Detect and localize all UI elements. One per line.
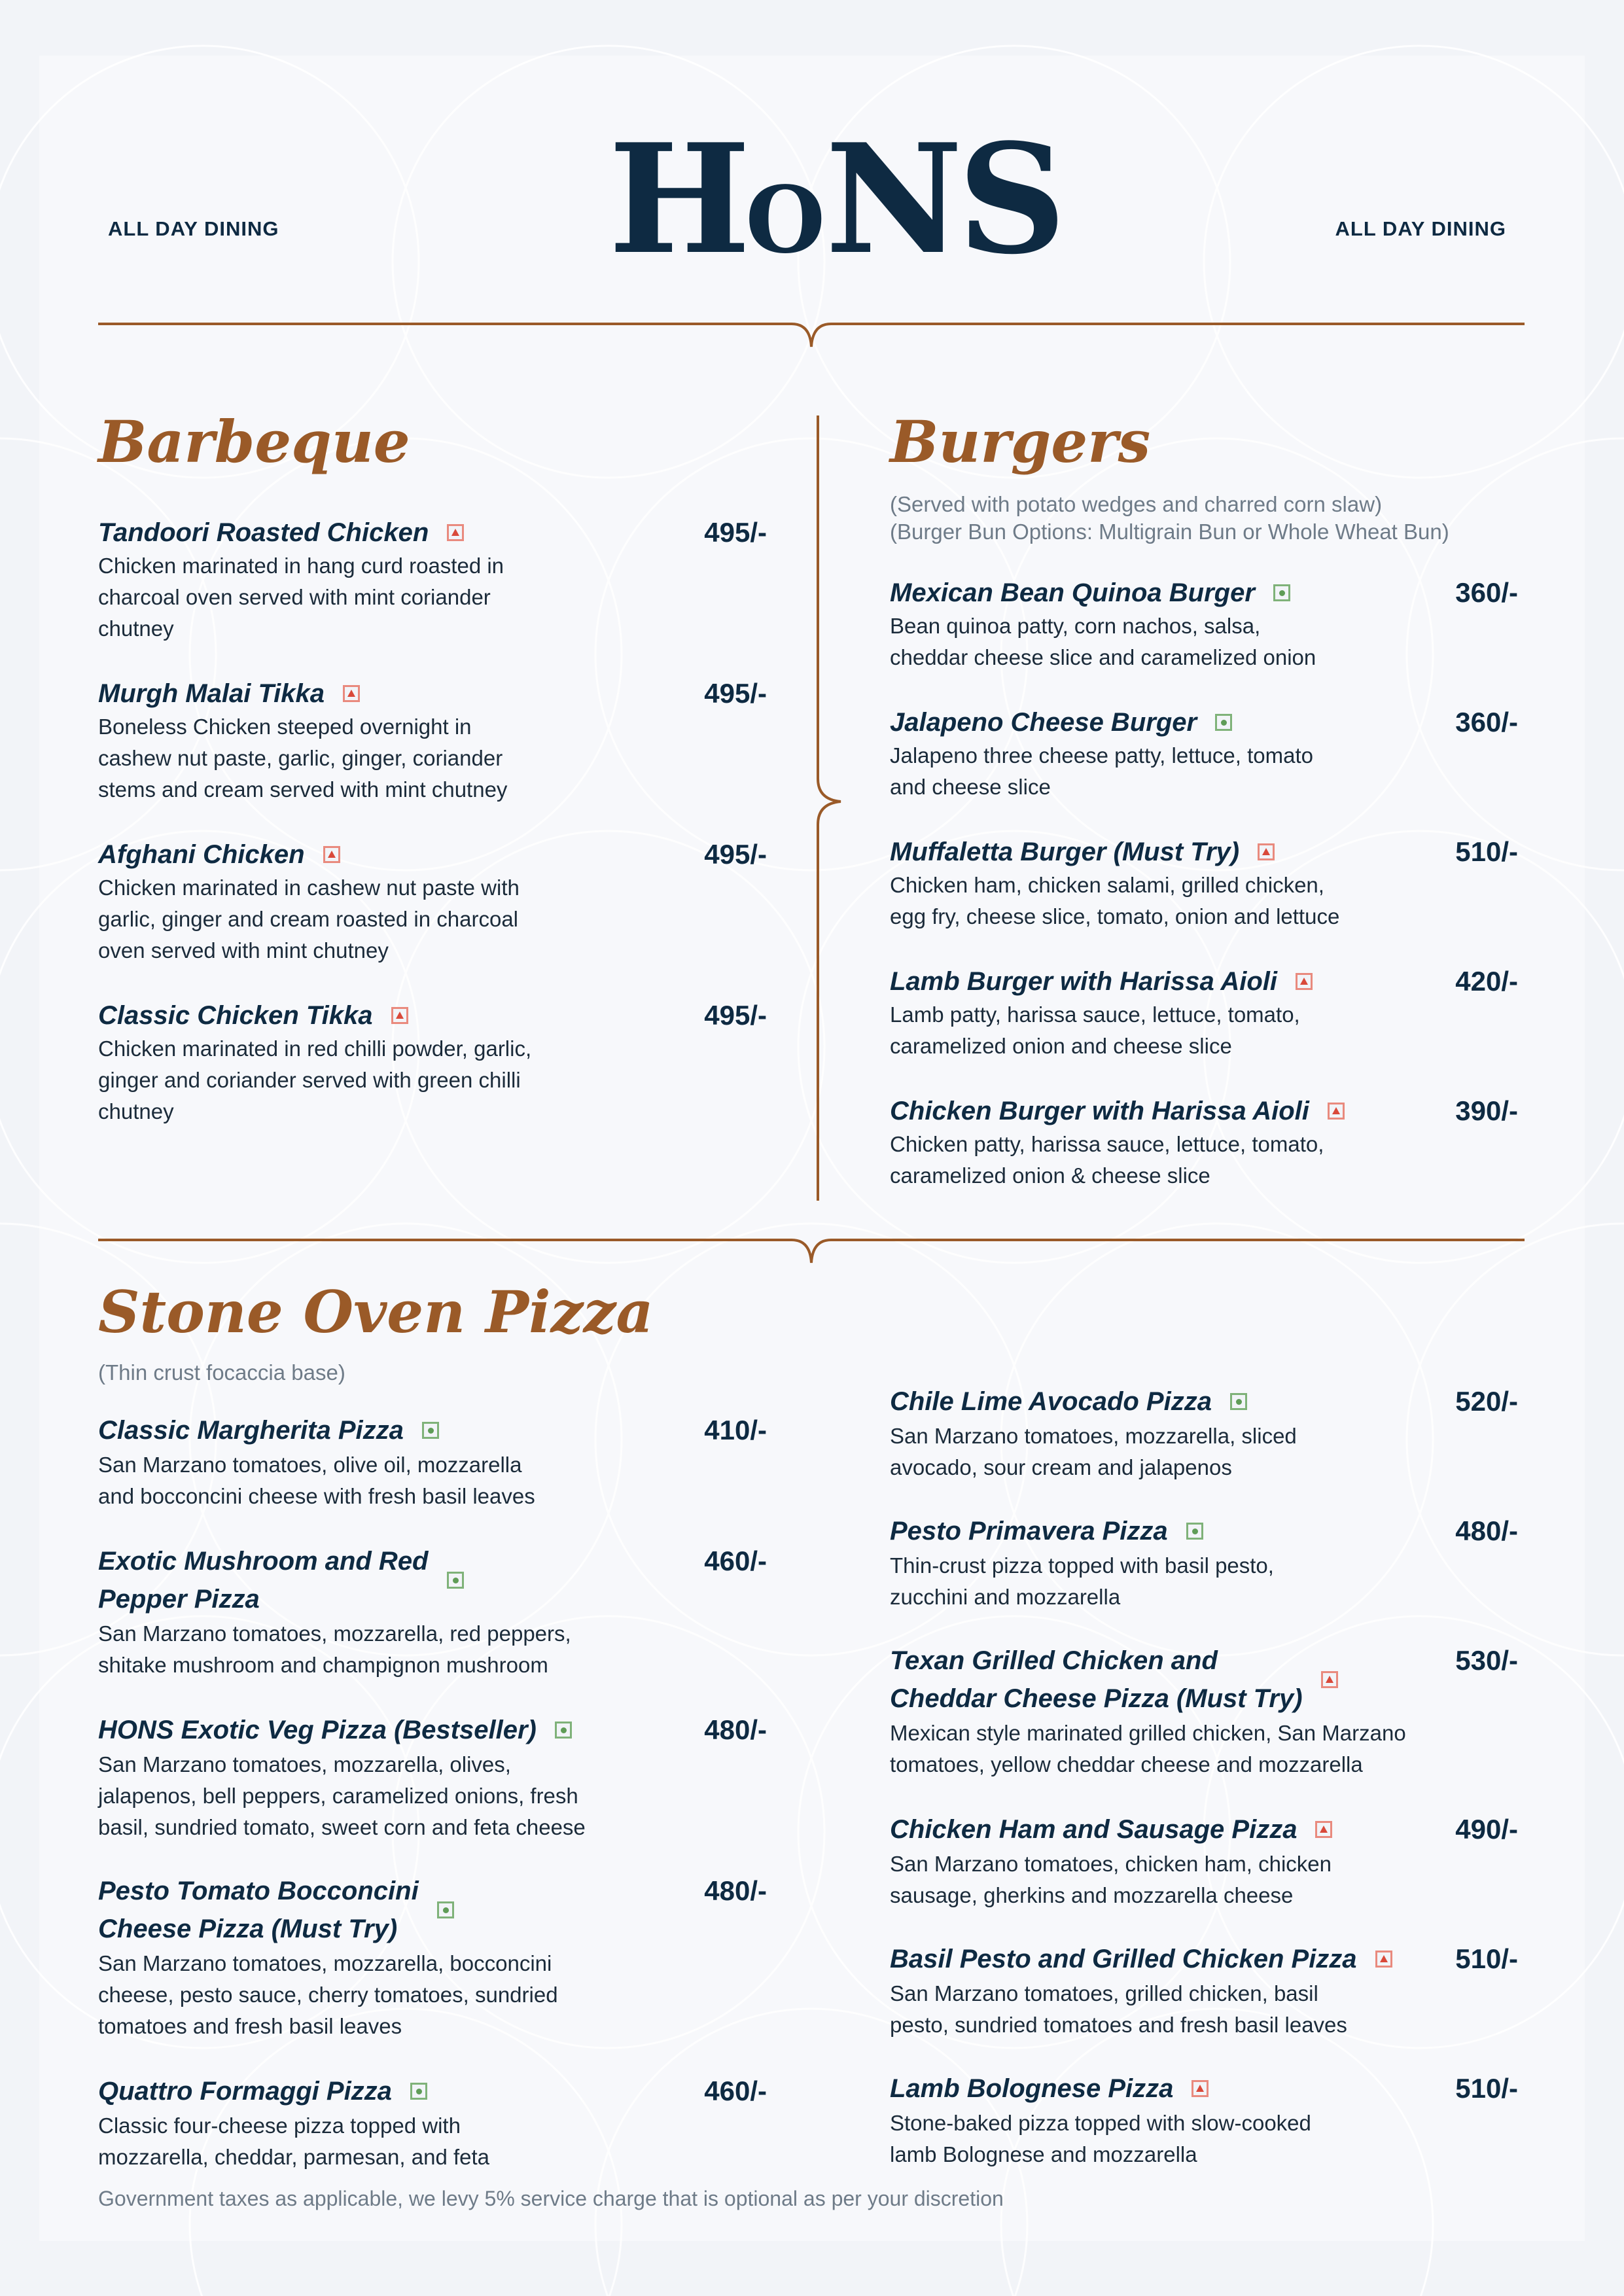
section-title-pizza: Stone Oven Pizza (98, 1278, 654, 1346)
veg-indicator-icon (555, 1722, 572, 1739)
item-name: Lamb Bolognese Pizza (890, 2074, 1174, 2103)
item-price: 420/- (1455, 966, 1518, 997)
item-description: mozzarella, cheddar, parmesan, and feta (98, 2145, 490, 2169)
item-description: garlic, ginger and cream roasted in charcoal (98, 907, 519, 931)
veg-indicator-icon (1273, 584, 1290, 601)
item-description: Lamb patty, harissa sauce, lettuce, tomato, (890, 1002, 1300, 1027)
non-veg-indicator-icon (343, 685, 360, 702)
item-description: San Marzano tomatoes, mozzarella, olives, (98, 1752, 511, 1776)
item-price: 495/- (704, 839, 767, 870)
burgers-note-line: (Served with potato wedges and charred corn slaw) (890, 492, 1383, 516)
non-veg-indicator-icon (1375, 1951, 1392, 1968)
item-name: Murgh Malai Tikka (98, 679, 325, 708)
item-description: pesto, sundried tomatoes and fresh basil leaves (890, 2013, 1347, 2037)
item-name: Jalapeno Cheese Burger (890, 708, 1197, 737)
item-name: Lamb Burger with Harissa Aioli (890, 967, 1277, 996)
section-title-barbeque: Barbeque (98, 408, 410, 476)
item-description: ginger and coriander served with green chilli (98, 1068, 521, 1092)
item-price: 480/- (1455, 1515, 1518, 1546)
item-description: San Marzano tomatoes, olive oil, mozzarella (98, 1453, 522, 1477)
non-veg-indicator-icon (1296, 973, 1313, 990)
item-description: and cheese slice (890, 775, 1051, 799)
item-price: 410/- (704, 1415, 767, 1445)
item-description: caramelized onion and cheese slice (890, 1034, 1232, 1058)
item-description: San Marzano tomatoes, mozzarella, bocconcini (98, 1951, 552, 1975)
veg-indicator-icon (437, 1901, 454, 1918)
item-description: jalapenos, bell peppers, caramelized onions, fresh (98, 1784, 578, 1808)
item-description: San Marzano tomatoes, grilled chicken, basil (890, 1981, 1318, 2005)
item-price: 510/- (1455, 1943, 1518, 1974)
non-veg-indicator-icon (323, 846, 340, 863)
non-veg-indicator-icon (391, 1007, 408, 1024)
item-description: Chicken marinated in red chilli powder, garlic, (98, 1036, 532, 1061)
item-price: 490/- (1455, 1814, 1518, 1845)
item-description: Bean quinoa patty, corn nachos, salsa, (890, 614, 1261, 638)
item-price: 520/- (1455, 1386, 1518, 1417)
item-price: 480/- (704, 1875, 767, 1906)
item-price: 510/- (1455, 2073, 1518, 2104)
item-description: San Marzano tomatoes, mozzarella, red peppers, (98, 1621, 571, 1646)
item-description: tomatoes, yellow cheddar cheese and mozzarella (890, 1752, 1363, 1776)
item-description: charcoal oven served with mint coriander (98, 585, 491, 609)
item-price: 460/- (704, 1545, 767, 1576)
item-name: Afghani Chicken (98, 840, 305, 869)
item-price: 495/- (704, 1000, 767, 1031)
non-veg-indicator-icon (1315, 1821, 1332, 1838)
item-price: 510/- (1455, 836, 1518, 867)
item-description: Chicken patty, harissa sauce, lettuce, tomato, (890, 1132, 1324, 1156)
item-description: chutney (98, 1099, 174, 1123)
item-description: caramelized onion & cheese slice (890, 1163, 1210, 1188)
item-description: stems and cream served with mint chutney (98, 777, 508, 802)
item-description: and bocconcini cheese with fresh basil leaves (98, 1484, 535, 1508)
tagline-right: ALL DAY DINING (1335, 217, 1506, 240)
item-name: Cheddar Cheese Pizza (Must Try) (890, 1684, 1303, 1713)
item-name: Classic Chicken Tikka (98, 1001, 373, 1030)
item-name: Pesto Primavera Pizza (890, 1517, 1168, 1545)
item-description: Mexican style marinated grilled chicken, San Marzano (890, 1721, 1406, 1745)
section-title-burgers: Burgers (890, 408, 1151, 476)
item-description: avocado, sour cream and jalapenos (890, 1455, 1232, 1479)
veg-indicator-icon (447, 1572, 464, 1589)
item-description: cheddar cheese slice and caramelized onion (890, 645, 1316, 669)
item-price: 495/- (704, 517, 767, 548)
item-description: egg fry, cheese slice, tomato, onion and lettuce (890, 904, 1340, 928)
item-description: Chicken marinated in cashew nut paste with (98, 875, 520, 900)
item-description: Classic four-cheese pizza topped with (98, 2113, 461, 2138)
item-name: Quattro Formaggi Pizza (98, 2077, 392, 2106)
non-veg-indicator-icon (1328, 1103, 1345, 1120)
item-price: 530/- (1455, 1645, 1518, 1676)
item-description: shitake mushroom and champignon mushroom (98, 1653, 548, 1677)
item-description: Boneless Chicken steeped overnight in (98, 715, 472, 739)
item-name: Chicken Burger with Harissa Aioli (890, 1097, 1309, 1125)
item-description: Jalapeno three cheese patty, lettuce, tomato (890, 743, 1313, 768)
veg-indicator-icon (1215, 714, 1232, 731)
non-veg-indicator-icon (1258, 843, 1275, 860)
item-price: 480/- (704, 1714, 767, 1745)
item-description: sausage, gherkins and mozzarella cheese (890, 1883, 1294, 1907)
item-name: Pepper Pizza (98, 1585, 260, 1614)
item-description: cheese, pesto sauce, cherry tomatoes, sundried (98, 1983, 558, 2007)
non-veg-indicator-icon (1321, 1671, 1338, 1688)
veg-indicator-icon (1186, 1523, 1203, 1540)
item-price: 460/- (704, 2075, 767, 2106)
item-description: San Marzano tomatoes, chicken ham, chicken (890, 1852, 1332, 1876)
item-price: 390/- (1455, 1095, 1518, 1126)
item-description: Thin-crust pizza topped with basil pesto, (890, 1553, 1274, 1578)
item-name: Basil Pesto and Grilled Chicken Pizza (890, 1945, 1357, 1973)
veg-indicator-icon (1230, 1393, 1247, 1410)
item-name: Chile Lime Avocado Pizza (890, 1387, 1212, 1416)
item-description: lamb Bolognese and mozzarella (890, 2142, 1197, 2166)
item-name: Texan Grilled Chicken and (890, 1646, 1218, 1675)
item-price: 360/- (1455, 577, 1518, 608)
item-name: Tandoori Roasted Chicken (98, 518, 429, 547)
item-price: 360/- (1455, 707, 1518, 737)
item-name: Muffaletta Burger (Must Try) (890, 838, 1240, 866)
item-description: San Marzano tomatoes, mozzarella, sliced (890, 1424, 1297, 1448)
item-description: Chicken marinated in hang curd roasted in (98, 554, 504, 578)
item-name: Mexican Bean Quinoa Burger (890, 578, 1255, 607)
veg-indicator-icon (410, 2083, 427, 2100)
brand-logo: HONS (609, 111, 1061, 288)
pizza-note: (Thin crust focaccia base) (98, 1360, 345, 1385)
item-description: chutney (98, 616, 174, 641)
item-name: Cheese Pizza (Must Try) (98, 1915, 398, 1943)
item-price: 495/- (704, 678, 767, 709)
item-description: cashew nut paste, garlic, ginger, coriander (98, 746, 503, 770)
item-name: Classic Margherita Pizza (98, 1416, 404, 1445)
footer-note: Government taxes as applicable, we levy 5% service charge that is optional as per your discretion (98, 2187, 1004, 2210)
veg-indicator-icon (422, 1422, 439, 1439)
item-name: HONS Exotic Veg Pizza (Bestseller) (98, 1716, 537, 1744)
burgers-note-line: (Burger Bun Options: Multigrain Bun or Whole Wheat Bun) (890, 520, 1449, 544)
burgers-note (890, 491, 1449, 546)
tagline-left: ALL DAY DINING (108, 217, 279, 240)
item-description: basil, sundried tomato, sweet corn and feta cheese (98, 1815, 586, 1839)
item-name: Exotic Mushroom and Red (98, 1547, 429, 1576)
item-name: Pesto Tomato Bocconcini (98, 1877, 419, 1905)
non-veg-indicator-icon (447, 524, 464, 541)
item-description: oven served with mint chutney (98, 938, 389, 963)
item-description: Stone-baked pizza topped with slow-cooked (890, 2111, 1311, 2135)
item-description: tomatoes and fresh basil leaves (98, 2014, 402, 2038)
item-name: Chicken Ham and Sausage Pizza (890, 1815, 1297, 1844)
item-description: zucchini and mozzarella (890, 1585, 1121, 1609)
non-veg-indicator-icon (1192, 2080, 1209, 2097)
item-description: Chicken ham, chicken salami, grilled chicken, (890, 873, 1324, 897)
